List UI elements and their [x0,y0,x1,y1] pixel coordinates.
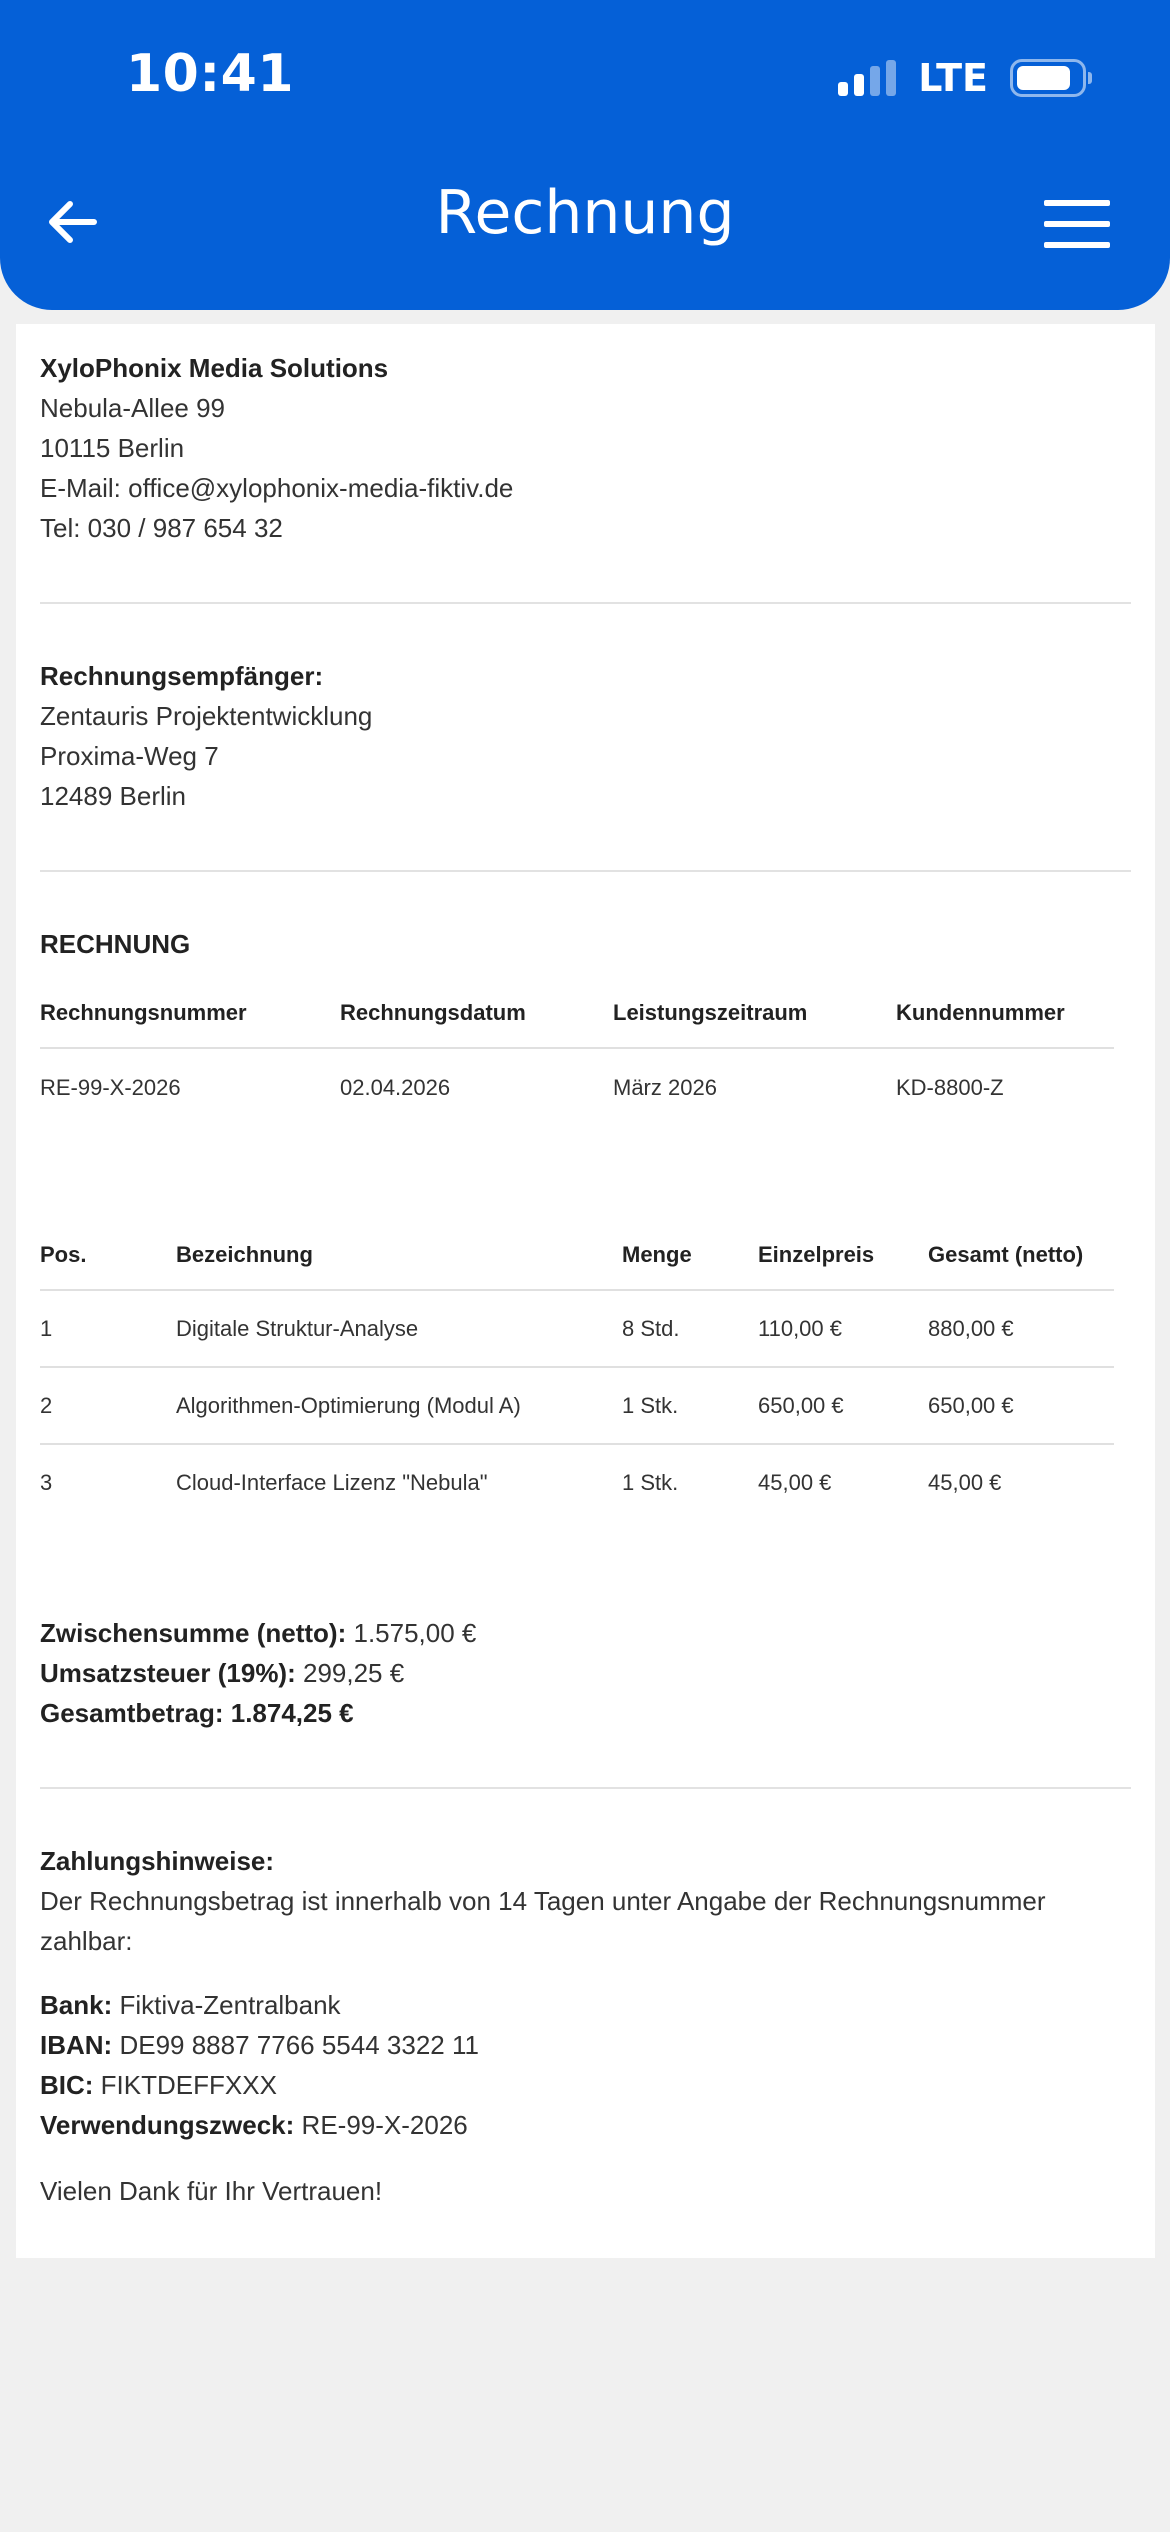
total-value: 1.874,25 € [230,1698,354,1728]
purpose-label: Verwendungszweck: [40,2110,295,2140]
sender-phone: Tel: 030 / 987 654 32 [40,513,283,543]
items-header-pos: Pos. [40,1220,176,1290]
purpose-line [40,2105,1131,2145]
item-total: 880,00 € [928,1290,1114,1367]
table-row [40,1048,1114,1126]
invoice-document [16,324,1155,2258]
sender-city: 10115 Berlin [40,433,185,463]
recipient-address [40,656,1131,816]
table-header-row [40,978,1114,1048]
recipient-street: Proxima-Weg 7 [40,741,219,771]
total-label: Gesamtbetrag: [40,1698,224,1728]
invoice-number: RE-99-X-2026 [40,1074,181,1100]
table-row [40,1367,1114,1444]
divider [40,1787,1131,1789]
status-indicators [838,56,1092,100]
bank-label: Bank: [40,1990,113,2020]
recipient-heading: Rechnungsempfänger: [40,661,324,691]
meta-header-invoice-number: Rechnungsnummer [40,978,340,1048]
menu-button[interactable] [1044,200,1110,248]
items-header-description: Bezeichnung [176,1220,622,1290]
bic-label: BIC: [40,2070,94,2100]
item-pos: 1 [40,1290,176,1367]
item-unit-price: 45,00 € [758,1470,832,1495]
item-total: 45,00 € [928,1470,1002,1495]
app-bar [0,0,1170,310]
items-header-quantity: Menge [622,1220,758,1290]
payment-info [40,1841,1131,2211]
iban-value: DE99 8887 7766 5544 3322 11 [119,2030,479,2060]
item-total: 650,00 € [928,1367,1114,1444]
page-title: Rechnung [435,178,735,248]
battery-icon [1010,59,1092,97]
thank-you-note: Vielen Dank für Ihr Vertrauen! [40,2176,383,2206]
meta-header-service-period: Leistungszeitraum [613,978,896,1048]
item-description: Digitale Struktur-Analyse [176,1290,622,1367]
iban-line [40,2025,1131,2065]
sender-street: Nebula-Allee 99 [40,393,226,423]
item-quantity: 8 Std. [622,1290,758,1367]
item-quantity: 1 Stk. [622,1367,758,1444]
item-description: Cloud-Interface Lizenz "Nebula" [176,1470,488,1495]
line-items-table [40,1220,1114,1521]
customer-number: KD-8800-Z [896,1074,1004,1100]
bic-line [40,2065,1131,2105]
bank-line [40,1985,1131,2025]
sender-email: E-Mail: office@xylophonix-media-fiktiv.de [40,473,514,503]
tax-line [40,1653,1131,1693]
iban-label: IBAN: [40,2030,113,2060]
status-time: 10:41 [126,44,295,104]
subtotal-line [40,1613,1131,1653]
divider [40,602,1131,604]
recipient-city: 12489 Berlin [40,781,186,811]
invoice-heading: RECHNUNG [40,929,191,959]
bank-value: Fiktiva-Zentralbank [119,1990,341,2020]
item-unit-price: 110,00 € [758,1290,928,1367]
bic-value: FIKTDEFFXXX [100,2070,277,2100]
table-row [40,1444,1114,1521]
divider [40,870,1131,872]
sender-company: XyloPhonix Media Solutions [40,353,389,383]
payment-text: Der Rechnungsbetrag ist innerhalb von 14 Tagen unter Angabe der Rechnungsnummer zahlbar: [40,1886,1046,1956]
tax-label: Umsatzsteuer (19%): [40,1658,296,1688]
items-header-unit-price: Einzelpreis [758,1220,928,1290]
invoice-meta-table [40,978,1114,1126]
item-description: Algorithmen-Optimierung (Modul A) [176,1367,622,1444]
items-header-total: Gesamt (netto) [928,1220,1114,1290]
item-pos: 3 [40,1470,53,1495]
table-header-row [40,1220,1114,1290]
recipient-company: Zentauris Projektentwicklung [40,701,373,731]
meta-header-customer-number: Kundennummer [896,978,1114,1048]
totals-summary [40,1613,1131,1733]
invoice-date: 02.04.2026 [340,1074,451,1100]
subtotal-value: 1.575,00 € [353,1618,477,1648]
sender-address [40,348,1131,548]
purpose-value: RE-99-X-2026 [301,2110,468,2140]
network-type: LTE [918,56,988,100]
item-unit-price: 650,00 € [758,1367,928,1444]
subtotal-label: Zwischensumme (netto): [40,1618,347,1648]
total-line [40,1693,1131,1733]
signal-icon [838,60,896,96]
tax-value: 299,25 € [302,1658,405,1688]
item-pos: 2 [40,1367,176,1444]
meta-header-invoice-date: Rechnungsdatum [340,978,613,1048]
payment-heading: Zahlungshinweise: [40,1846,275,1876]
hamburger-menu-icon [1044,200,1110,206]
service-period: März 2026 [613,1074,717,1100]
item-quantity: 1 Stk. [622,1470,679,1495]
table-row [40,1290,1114,1367]
